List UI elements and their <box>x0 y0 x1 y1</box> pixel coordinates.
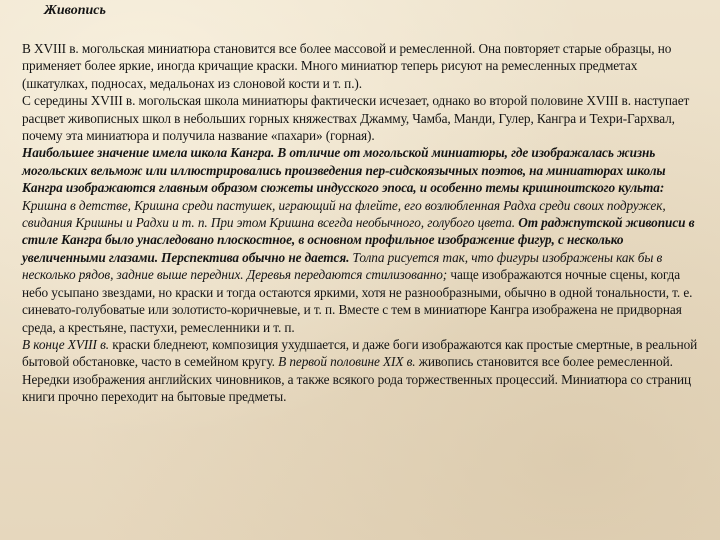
text-crowd-trees: Толпа рисуется так, что фигуры изображены как бы в несколько рядов, задние выше передних. Деревья передаются стилизованно; <box>22 249 663 283</box>
page-title: Живопись <box>44 3 106 18</box>
body-text <box>22 40 706 406</box>
text-craft: живопись становится все более ремесленной. Нередки изображения английских чиновников, а также всякого рода торжественных процессий. Миниатюра со страниц книги прочно переходит на бытовые предметы. <box>22 354 692 405</box>
text-early-19th: В первой половине XIX в. <box>274 354 416 370</box>
text-pahari: С середины XVIII в. могольская школа миниатюры фактически исчезает, однако во второй половине XVIII в. наступает расцвет живописных школ в небольших горных княжествах Джамму, Чамба, Манди, Гулер, Кангра и Техри-Гархвал, почему эта миниатюра и получила название «пахари» (горная). <box>22 93 690 144</box>
text-kangra-emphasis: Наибольшее значение имела школа Кангра. В отличие от могольской миниатюры, где изображалась жизнь могольских вельмож или иллюстрировались произведения пер-сидскоязычных поэтов, на миниатюрах школы Кангра изображаются главным образом сюжеты индусского эпоса, и особенно темы кришноитского культа: <box>22 145 666 196</box>
text-rajput-style: От раджпутской живописи в стиле Кангра было унаследовано плоскостное, в основном профильное изображение фигур, с несколько увеличенными глазами. Перспектива обычно не дается. <box>22 215 695 265</box>
text-decline: краски бледнеют, композиция ухудшается, и даже боги изображаются как простые смертные, в реальной бытовой обстановке, часто в семейном кругу. <box>22 336 698 370</box>
text-intro: В XVIII в. могольская миниатюра становится все более массовой и ремесленной. Она повторяет старые образцы, но применяет более яркие, иногда кричащие краски. Много миниатюр теперь рисуют на ремесленных предметах (шкатулках, подносах, медальонах из слоновой кости и т. п.). <box>22 41 672 91</box>
text-krishna-themes: Кришна в детстве, Кришна среди пастушек, играющий на флейте, его возлюбленная Радха среди своих подружек, свидания Кришны и Радхи и т. п. При этом Кришна всегда необычного, голубого цвета. <box>22 197 666 231</box>
text-night-scenes: чаще изображаются ночные сцены, когда небо усыпано звездами, но краски и тогда остаются яркими, хотя не разнообразными, обычно в одной тональности, т. е. синевато-голубоватые или золотисто-коричневые, и т. п. Вместе с тем в миниатюре Кангра изображена не придворная среда, а крестьяне, пастухи, ремесленники и т. п. <box>22 267 693 335</box>
text-late-18th: В конце XVIII в. <box>22 336 109 352</box>
